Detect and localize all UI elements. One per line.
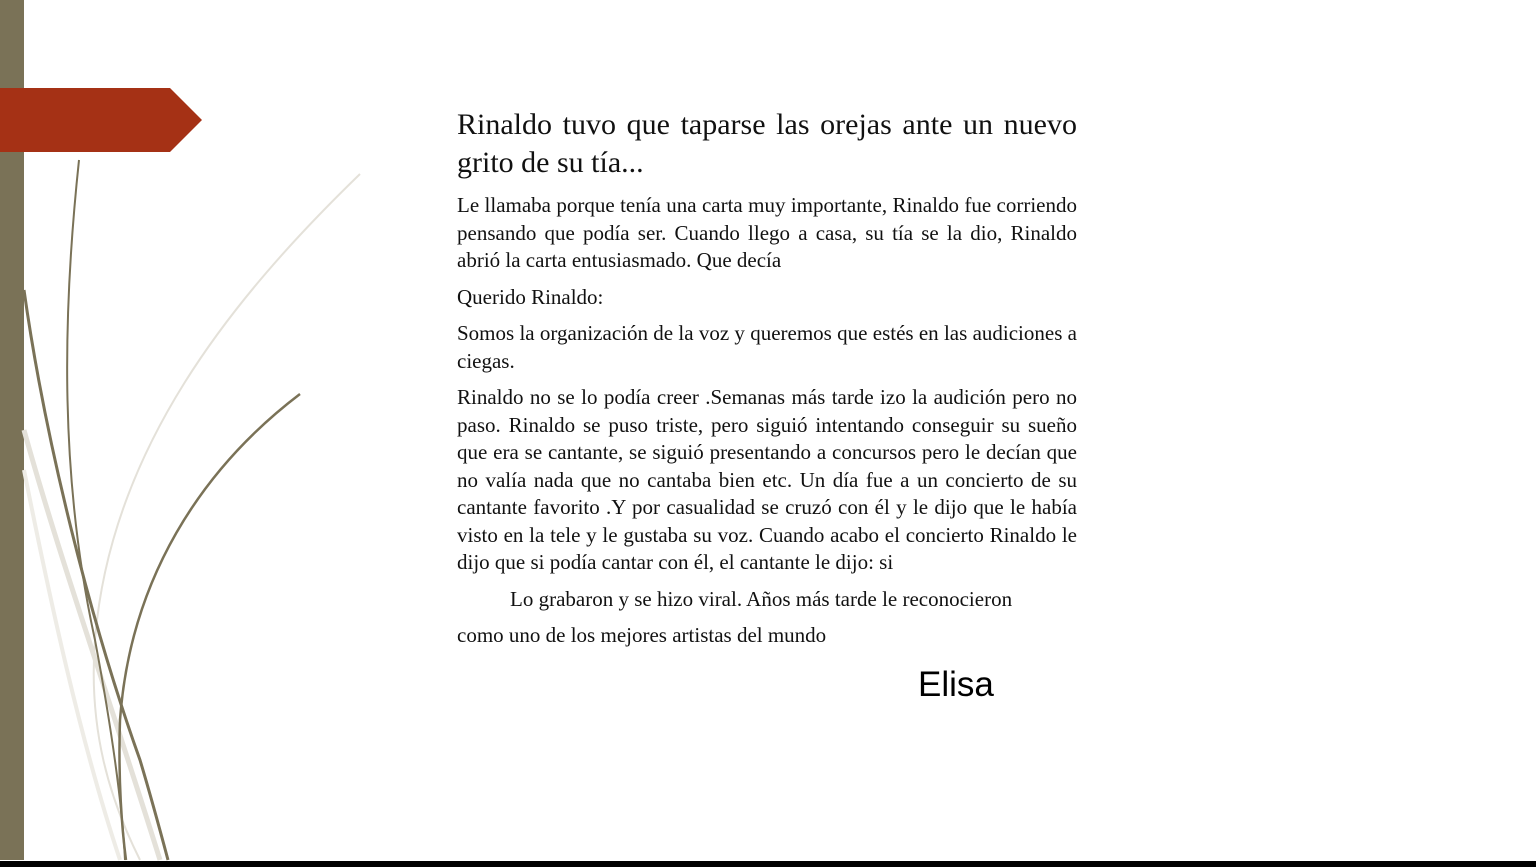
paragraph-story: Rinaldo no se lo podía creer .Semanas más tarde izo la audición pero no paso. Rinaldo se puso triste, pero siguió intentando conseguir su sueño que era se cantante, se siguió presentando a concursos pero le decían que no valía nada que no cantaba bien etc. Un día fue a un concierto de su cantante favorito .Y por casualidad se cruzó con él y le dijo que le había visto en la tele y le gustaba su voz. Cuando acabo el concierto Rinaldo le dijo que si podía cantar con él, el cantante le dijo: si	[457, 385, 1077, 574]
paragraph-ending-1: Lo grabaron y se hizo viral. Años más tarde le reconocieron	[510, 586, 1013, 611]
author-signature: Elisa	[918, 665, 994, 704]
curve-light-2	[24, 430, 160, 860]
story-text	[457, 106, 1077, 659]
paragraph-1: Le llamaba porque tenía una carta muy importante, Rinaldo fue corriendo pensando que podía ser. Cuando llego a casa, su tía se la dio, Rinaldo abrió la carta entusiasmado. Que decía	[457, 193, 1077, 272]
paragraph-greeting: Querido Rinaldo:	[457, 284, 604, 309]
curve-dark-1	[67, 160, 125, 860]
paragraph-letter: Somos la organización de la voz y queremos que estés en las audiciones a ciegas.	[457, 321, 1077, 373]
curve-light-1	[94, 174, 360, 860]
bottom-edge-bar	[0, 861, 1536, 867]
paragraph-ending-2: como uno de los mejores artistas del mundo	[457, 623, 827, 647]
title-banner-shape	[0, 88, 202, 152]
story-title: Rinaldo tuvo que taparse las orejas ante un nuevo grito de su tía...	[457, 108, 1077, 179]
curve-dark-3	[119, 394, 300, 860]
